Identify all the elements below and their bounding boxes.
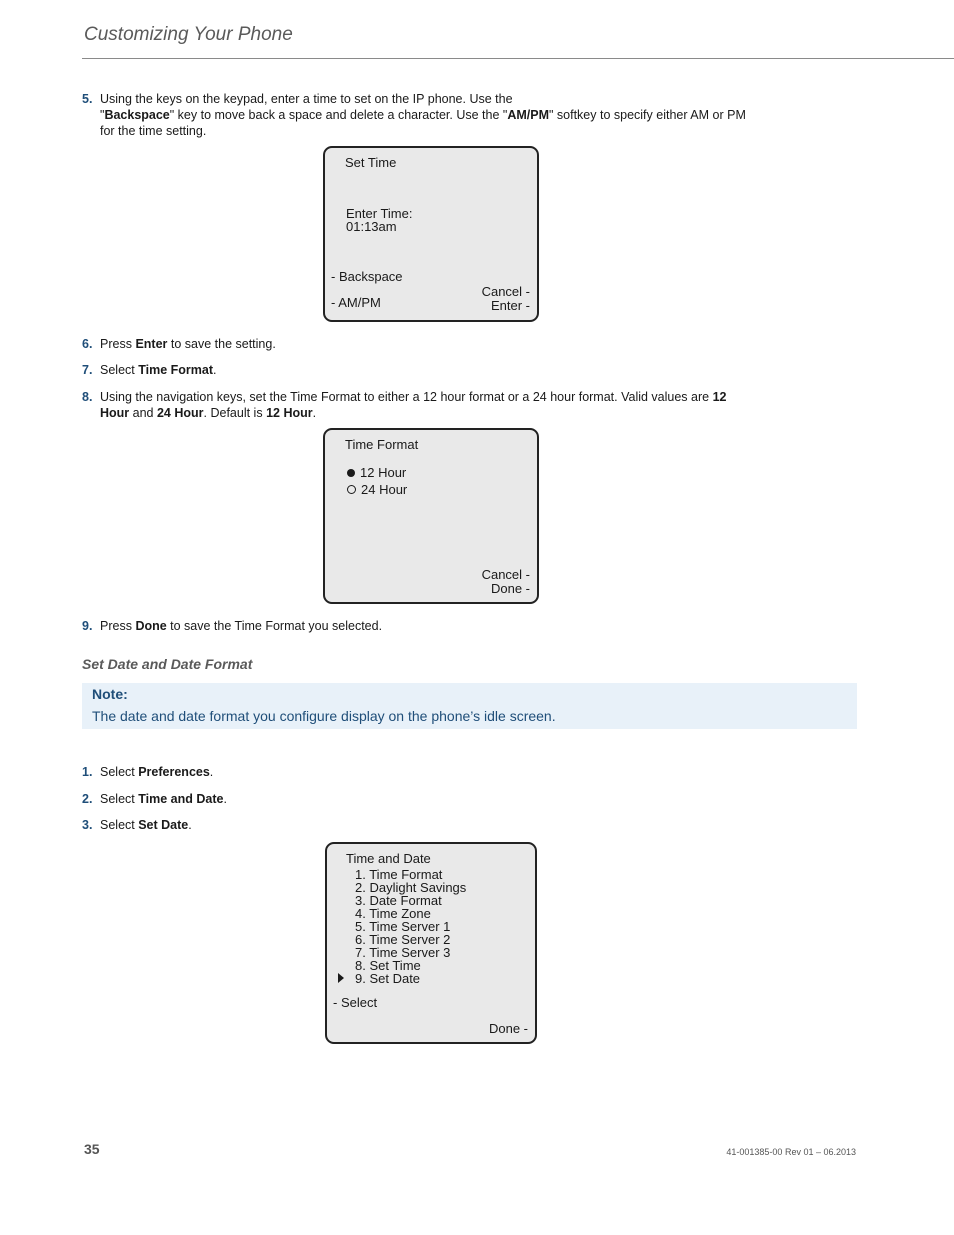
step-text-segment: . xyxy=(209,765,214,779)
step-number: 2. xyxy=(82,792,93,806)
phone-screen-time-and-date xyxy=(325,842,537,1044)
note-text: The date and date format you configure display on the phone’s idle screen. xyxy=(92,708,556,724)
menu-item[interactable]: 7. Time Server 3 xyxy=(355,945,451,960)
backspace-softkey[interactable]: - Backspace xyxy=(331,269,403,284)
step-1 xyxy=(82,764,772,780)
time-value: 01:13am xyxy=(346,219,397,234)
step-number: 7. xyxy=(82,363,93,377)
note-title: Note: xyxy=(92,686,128,702)
menu-item[interactable]: 2. Daylight Savings xyxy=(355,880,467,895)
running-header-title: Customizing Your Phone xyxy=(84,24,293,45)
step-text-bold: Set Date xyxy=(138,818,189,832)
step-text-bold: Enter xyxy=(135,337,168,351)
phone-screen-time-format xyxy=(323,428,539,604)
done-softkey[interactable]: Done - xyxy=(488,1021,528,1036)
phone-screen-set-time xyxy=(323,146,539,322)
step-text-segment: Using the keys on the keypad, enter a time to set on the IP phone. Use the xyxy=(100,92,513,106)
step-text-bold: Hour xyxy=(100,406,130,420)
am-pm-softkey[interactable]: - AM/PM xyxy=(331,295,381,310)
option-24-hour[interactable] xyxy=(347,483,407,497)
step-text-segment: . xyxy=(213,363,217,377)
step-number: 9. xyxy=(82,619,93,633)
option-12-hour[interactable] xyxy=(347,466,406,480)
step-text xyxy=(100,817,772,833)
step-text-segment: . xyxy=(312,406,317,420)
select-softkey[interactable]: - Select xyxy=(333,995,378,1010)
step-text-segment: " key to move back a space and delete a character. Use the " xyxy=(169,108,508,122)
enter-time-label: Enter Time: xyxy=(346,206,413,221)
step-text-segment: for the time setting. xyxy=(100,124,207,138)
step-text-segment: Press xyxy=(100,337,136,351)
step-text xyxy=(100,362,772,378)
step-text-bold: Backspace xyxy=(104,108,170,122)
step-5 xyxy=(82,91,772,139)
screen-title: Time and Date xyxy=(346,851,431,866)
step-text-bold: Preferences xyxy=(138,765,210,779)
step-text xyxy=(100,764,772,780)
step-text xyxy=(100,389,772,421)
step-3 xyxy=(82,817,772,833)
step-text-segment: and xyxy=(129,406,157,420)
step-text xyxy=(100,91,772,139)
step-6 xyxy=(82,336,772,352)
step-text-segment: " xyxy=(100,108,105,122)
step-2 xyxy=(82,791,772,807)
menu-item[interactable]: 3. Date Format xyxy=(355,893,442,908)
step-text-segment: . xyxy=(188,818,192,832)
radio-unselected-icon xyxy=(347,485,356,494)
option-label: 24 Hour xyxy=(361,482,408,497)
step-number: 3. xyxy=(82,818,93,832)
note-box xyxy=(82,683,857,729)
document-id: 41-001385-00 Rev 01 – 06.2013 xyxy=(726,1147,856,1157)
option-label: 12 Hour xyxy=(360,465,407,480)
step-text-segment: Select xyxy=(100,792,139,806)
enter-softkey[interactable]: Enter - xyxy=(490,298,530,313)
radio-selected-icon xyxy=(347,469,355,477)
step-text-bold: Time and Date xyxy=(138,792,224,806)
done-softkey[interactable]: Done - xyxy=(490,581,530,596)
step-text-segment: Using the navigation keys, set the Time Format to either a 12 hour format or a 24 hour format. Valid values are xyxy=(100,390,713,404)
step-8 xyxy=(82,389,772,421)
menu-item[interactable]: 9. Set Date xyxy=(355,971,421,986)
menu-item[interactable]: 5. Time Server 1 xyxy=(355,919,451,934)
step-text-segment: Select xyxy=(100,363,139,377)
step-text-segment: Select xyxy=(100,818,139,832)
screen-title: Time Format xyxy=(345,437,419,452)
step-text-segment: Press xyxy=(100,619,136,633)
header-divider xyxy=(82,58,954,59)
menu-item[interactable]: 4. Time Zone xyxy=(355,906,431,921)
step-text xyxy=(100,618,772,634)
cancel-softkey[interactable]: Cancel - xyxy=(481,567,530,582)
step-text-bold: 24 Hour xyxy=(156,406,204,420)
step-9 xyxy=(82,618,772,634)
menu-item[interactable]: 8. Set Time xyxy=(355,958,421,973)
selection-arrow-icon xyxy=(338,973,344,983)
section-heading: Set Date and Date Format xyxy=(82,656,253,672)
step-text-segment: . Default is xyxy=(203,406,267,420)
step-text xyxy=(100,336,772,352)
step-text-bold: AM/PM xyxy=(507,108,549,122)
step-text xyxy=(100,791,772,807)
menu-item[interactable]: 6. Time Server 2 xyxy=(355,932,451,947)
step-text-segment: Select xyxy=(100,765,139,779)
step-text-bold: 12 Hour xyxy=(266,406,313,420)
step-text-segment: . xyxy=(223,792,227,806)
step-number: 5. xyxy=(82,92,93,106)
step-text-bold: Time Format xyxy=(138,363,214,377)
step-7 xyxy=(82,362,772,378)
step-text-bold: 12 xyxy=(712,390,727,404)
cancel-softkey[interactable]: Cancel - xyxy=(481,284,530,299)
step-number: 8. xyxy=(82,390,93,404)
step-text-segment: to save the setting. xyxy=(167,337,276,351)
menu-item[interactable]: 1. Time Format xyxy=(355,867,443,882)
step-number: 1. xyxy=(82,765,93,779)
step-text-segment: " softkey to specify either AM or PM xyxy=(548,108,746,122)
page-number: 35 xyxy=(84,1141,100,1157)
step-number: 6. xyxy=(82,337,93,351)
step-text-bold: Done xyxy=(135,619,167,633)
screen-title: Set Time xyxy=(345,155,397,170)
step-text-segment: to save the Time Format you selected. xyxy=(166,619,383,633)
